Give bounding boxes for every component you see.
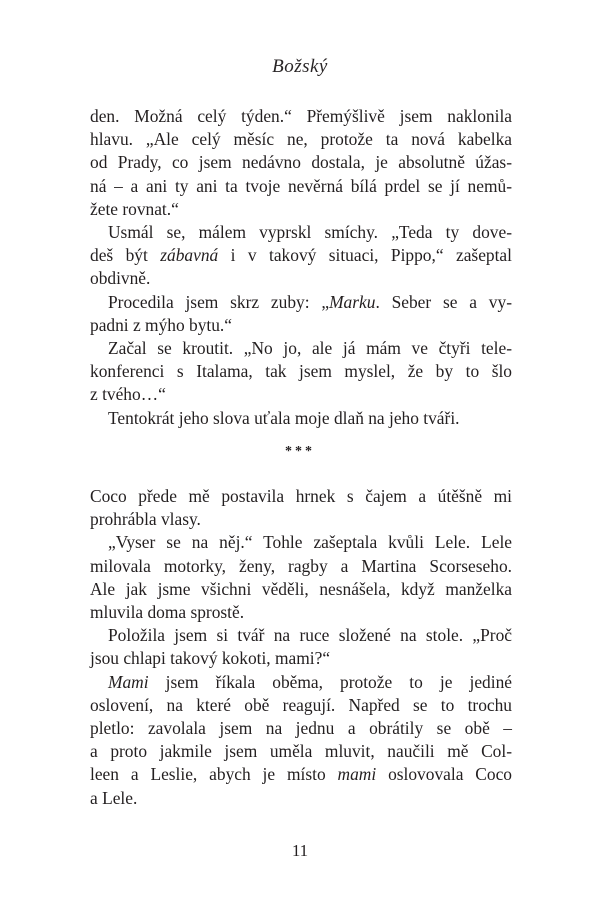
text-line: [90, 763, 512, 786]
text-line: [90, 244, 512, 267]
paragraph: [90, 291, 512, 337]
text-line: [90, 151, 512, 174]
text-line: [90, 555, 512, 578]
text-run: žete rovnat.“: [90, 198, 179, 219]
text-run: konferenci s Italama, tak jsem myslel, že by to šlo: [90, 361, 512, 382]
text-line: [90, 383, 512, 406]
paragraph: [90, 337, 512, 407]
text-line: [90, 360, 512, 383]
page-number: 11: [291, 841, 309, 860]
text-run: obdivně.: [90, 268, 151, 289]
text-line: [90, 221, 512, 244]
running-head: Božský: [272, 56, 328, 77]
text-line: [90, 740, 512, 763]
text-run: hlavu. „Ale celý měsíc ne, protože ta nová kabelka: [90, 129, 512, 150]
text-line: [90, 671, 512, 694]
text-line: [90, 407, 512, 430]
paragraph: [90, 485, 512, 531]
text-line: [90, 578, 512, 601]
text-run: leen a Leslie, abych je místo: [90, 764, 338, 785]
text-run: . Seber se a vy-: [375, 291, 512, 312]
text-run: oslovení, na které obě reagují. Napřed se to trochu: [90, 694, 512, 715]
text-block-2: [90, 485, 512, 810]
text-run: „Vyser se na něj.“ Tohle zašeptala kvůli Lele. Lele: [108, 532, 512, 553]
paragraph: [90, 221, 512, 291]
text-line: [90, 717, 512, 740]
text-line: [90, 531, 512, 554]
text-run: Procedila jsem skrz zuby: „: [108, 291, 330, 312]
text-run: jsou chlapi takový kokoti, mami?“: [90, 648, 331, 669]
paragraph: [90, 624, 512, 670]
text-run: den. Možná celý týden.“ Přemýšlivě jsem naklonila: [90, 106, 512, 126]
text-line: [90, 128, 512, 151]
text-line: [90, 291, 512, 314]
text-line: [90, 647, 512, 670]
text-run: Coco přede mě postavila hrnek s čajem a útěšně mi: [90, 486, 512, 506]
paragraph: [90, 531, 512, 624]
text-run: a Lele.: [90, 787, 138, 808]
text-run: deš být: [90, 245, 161, 266]
text-run: od Prady, co jsem nedávno dostala, je absolutně úžas-: [90, 152, 512, 173]
text-block-1: [90, 105, 512, 430]
text-line: [90, 314, 512, 337]
paragraph: [90, 671, 512, 810]
text-line: [90, 337, 512, 360]
text-line: [90, 485, 512, 508]
text-line: [90, 624, 512, 647]
paragraph: [90, 105, 512, 221]
text-run: pletlo: zavolala jsem na jednu a obrátily se obě –: [90, 718, 512, 739]
text-run: Ale jak jsme všichni věděli, nesnášela, když manželka: [90, 578, 512, 599]
text-run: z tvého…“: [90, 384, 166, 405]
text-run: padni z mýho bytu.“: [90, 314, 232, 335]
paragraph: [90, 407, 512, 430]
text-line: [90, 267, 512, 290]
text-line: [90, 508, 512, 531]
italic-text: mami: [337, 764, 377, 785]
text-line: [90, 601, 512, 624]
text-run: mluvila doma sprostě.: [90, 602, 245, 623]
text-run: prohrábla vlasy.: [90, 509, 201, 530]
text-run: oslovovala Coco: [376, 764, 512, 785]
text-run: i v takový situaci, Pippo,“ zašeptal: [218, 245, 512, 266]
text-line: [90, 198, 512, 221]
italic-text: zábavná: [160, 245, 219, 266]
italic-text: Marku: [329, 291, 376, 312]
text-run: milovala motorky, ženy, ragby a Martina Scorseseho.: [90, 555, 512, 576]
text-run: Tentokrát jeho slova uťala moje dlaň na jeho tváři.: [108, 407, 460, 428]
text-line: [90, 105, 512, 128]
text-run: ná – a ani ty ani ta tvoje nevěrná bílá prdel se jí nemů-: [90, 175, 512, 196]
text-run: Začal se kroutit. „No jo, ale já mám ve čtyři tele-: [108, 338, 512, 359]
text-line: [90, 694, 512, 717]
text-line: [90, 787, 512, 810]
text-run: Usmál se, málem vyprskl smíchy. „Teda ty dove-: [108, 222, 512, 243]
text-line: [90, 175, 512, 198]
text-run: a proto jakmile jsem uměla mluvit, naučili mě Col-: [90, 741, 512, 762]
text-run: Položila jsem si tvář na ruce složené na stole. „Proč: [108, 625, 512, 646]
text-run: jsem říkala oběma, protože to je jediné: [148, 671, 512, 692]
italic-text: Mami: [108, 671, 149, 692]
section-break: ***: [285, 444, 315, 459]
